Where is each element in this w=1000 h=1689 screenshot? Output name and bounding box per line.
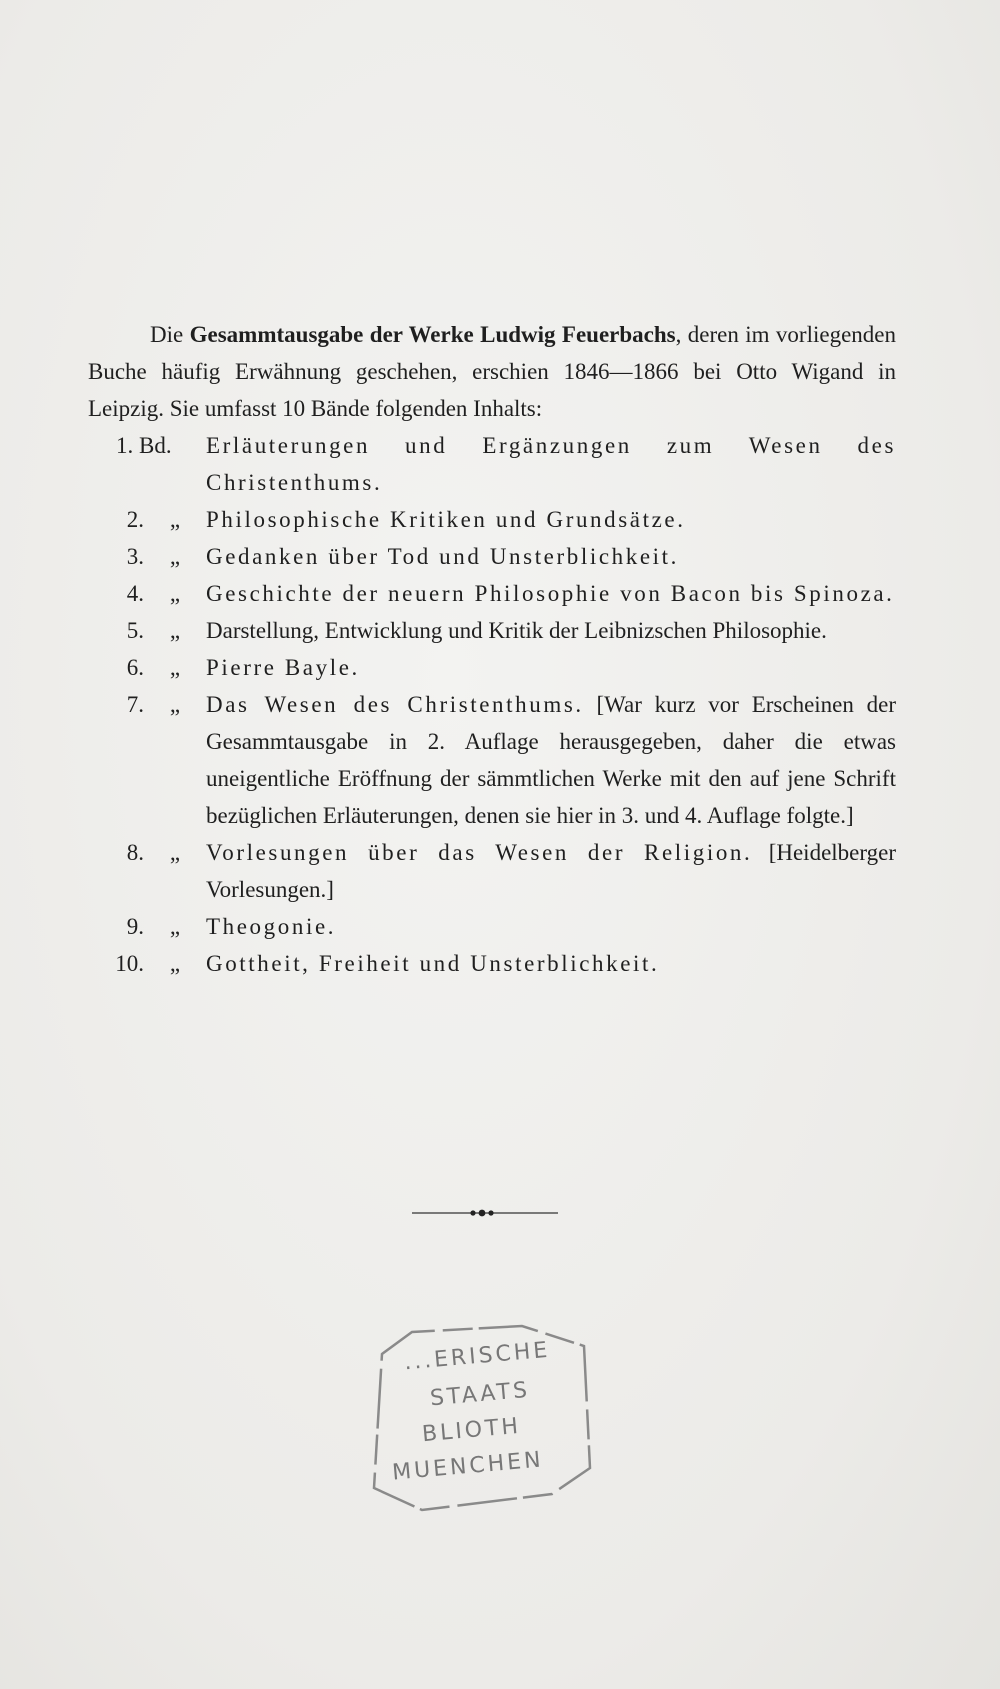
volume-title: Das Wesen des Christenthums.: [206, 692, 584, 717]
stamp-line: MUENCHEN: [391, 1447, 545, 1486]
volume-item: [88, 834, 896, 908]
stamp-line: ...ERISCHE: [403, 1337, 552, 1376]
intro-rest: , deren im vorliegenden Buche häufig Erwähnung geschehen, erschien 1846—1866 bei Otto Wigand in Leipzig. Sie umfasst 10 Bände folgenden Inhalts:: [88, 322, 897, 421]
intro-paragraph: [88, 316, 896, 427]
volume-number: 3.: [126, 544, 144, 569]
volume-number: 1. Bd.: [116, 433, 172, 458]
stamp-text: [352, 1318, 600, 1514]
ditto-mark: „: [169, 581, 181, 606]
volume-title: Geschichte der neuern Philosophie von Bacon bis Spinoza.: [206, 581, 895, 606]
volume-number: 4.: [126, 581, 144, 606]
volume-item: [88, 649, 896, 686]
volume-note: [War kurz vor Erscheinen der Gesammtausgabe in 2. Auflage herausgegeben, daher die etwas uneigentliche Eröffnung der sämmtlichen Werke mit den auf jene Schrift bezüglichen Erläuterungen, denen sie hier in 3. und 4. Auflage folgte.]: [206, 692, 897, 828]
volume-number: 6.: [126, 655, 144, 680]
volume-number: 8.: [126, 840, 144, 865]
stamp-line: BLIOTH: [421, 1413, 523, 1448]
book-notice: [88, 316, 896, 982]
volume-list: [88, 427, 896, 982]
ditto-mark: „: [169, 951, 181, 976]
volume-item: [88, 538, 896, 575]
volume-title: Vorlesungen über das Wesen der Religion.: [206, 840, 753, 865]
ditto-mark: „: [169, 618, 181, 643]
volume-title: Pierre Bayle.: [206, 655, 360, 680]
ornamental-divider: [412, 1207, 558, 1219]
volume-item: [88, 686, 896, 834]
volume-title: Gedanken über Tod und Unsterblichkeit.: [206, 544, 679, 569]
ditto-mark: „: [169, 692, 181, 717]
volume-item: [88, 427, 896, 501]
library-stamp: [352, 1318, 600, 1514]
volume-item: [88, 908, 896, 945]
intro-bold-title: Gesammtausgabe der Werke Ludwig Feuerbachs: [189, 322, 676, 347]
ditto-mark: „: [169, 840, 181, 865]
ditto-mark: „: [169, 544, 181, 569]
volume-title: Theogonie.: [206, 914, 337, 939]
volume-title: Gottheit, Freiheit und Unsterblichkeit.: [206, 951, 660, 976]
volume-entry: [206, 686, 896, 834]
volume-entry: [206, 834, 896, 908]
volume-number: 9.: [126, 914, 144, 939]
volume-note: [Heidelberger Vorlesungen.]: [206, 840, 896, 902]
ditto-mark: „: [169, 507, 181, 532]
intro-lead: Die: [150, 322, 184, 347]
volume-number: 2.: [126, 507, 144, 532]
volume-number: 7.: [126, 692, 144, 717]
volume-title: Philosophische Kritiken und Grundsätze.: [206, 507, 686, 532]
volume-title: Erläuterungen und Ergänzungen zum Wesen des Christenthums.: [206, 433, 896, 495]
volume-item: [88, 945, 896, 982]
volume-item: [88, 501, 896, 538]
volume-number: 5.: [126, 618, 144, 643]
ditto-mark: „: [169, 655, 181, 680]
volume-item: [88, 575, 896, 612]
ditto-mark: „: [169, 914, 181, 939]
volume-title: Darstellung, Entwicklung und Kritik der Leibnizschen Philosophie.: [206, 618, 827, 643]
volume-item: [88, 612, 896, 649]
stamp-line: STAATS: [429, 1377, 532, 1412]
volume-number: 10.: [115, 951, 144, 976]
